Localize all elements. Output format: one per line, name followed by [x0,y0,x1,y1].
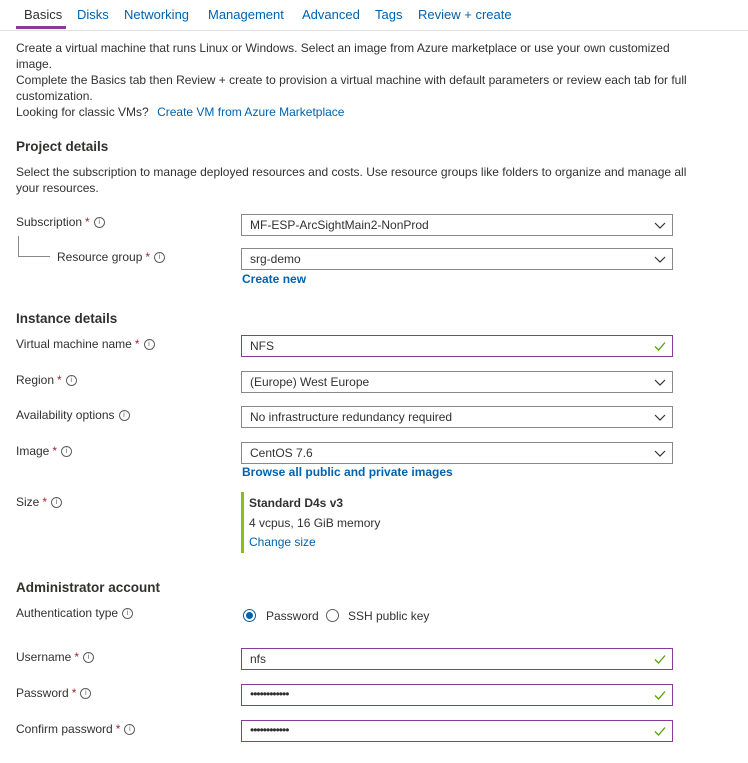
ssh-public-key-radio[interactable] [326,609,339,622]
required-marker: * [74,650,80,664]
project-details-heading: Project details [16,139,109,154]
size-specs: 4 vcpus, 16 GiB memory [249,516,381,530]
tab-review-create[interactable]: Review + create [418,7,512,22]
chevron-down-icon [654,411,666,423]
info-icon[interactable]: i [122,608,133,619]
size-label: Size * i [16,495,62,509]
checkmark-icon [654,653,666,665]
image-dropdown[interactable] [241,442,673,464]
tab-networking[interactable]: Networking [124,7,190,22]
password-radio[interactable] [243,609,256,622]
classic-vm-line [16,104,736,120]
chevron-down-icon [654,447,666,459]
password-radio-label[interactable]: Password [266,609,319,623]
info-icon[interactable]: i [154,252,165,263]
confirm-password-input[interactable] [241,720,673,742]
info-icon[interactable]: i [94,217,105,228]
tab-disks[interactable]: Disks [77,7,109,22]
chevron-down-icon [654,376,666,388]
info-icon[interactable]: i [119,410,130,421]
instance-details-heading: Instance details [16,311,118,326]
size-name: Standard D4s v3 [249,496,344,510]
change-size-link[interactable]: Change size [249,535,316,549]
username-value: nfs [250,652,267,666]
intro-line-2b: customization. [16,89,93,103]
tab-advanced[interactable]: Advanced [302,7,360,22]
checkmark-icon [654,340,666,352]
ssh-public-key-radio-label[interactable]: SSH public key [348,609,430,623]
required-marker: * [115,722,121,736]
intro-line-2: Complete the Basics tab then Review + create to provision a virtual machine with default parameters or review each tab for full [16,73,687,87]
intro-line-1: Create a virtual machine that runs Linux or Windows. Select an image from Azure marketplace or use your own customized [16,41,670,55]
vm-name-input[interactable] [241,335,673,357]
image-label: Image * i [16,444,72,458]
username-input[interactable] [241,648,673,670]
region-value: (Europe) West Europe [250,375,370,389]
availability-options-label: Availability options i [16,408,130,422]
size-accent-bar [241,492,244,553]
region-dropdown[interactable] [241,371,673,393]
required-marker: * [42,495,48,509]
authentication-type-radio-group [241,608,501,624]
subscription-value: MF-ESP-ArcSightMain2-NonProd [250,218,429,232]
project-details-description [16,164,736,196]
info-icon[interactable]: i [61,446,72,457]
active-tab-indicator [16,26,66,29]
confirm-password-label: Confirm password * i [16,722,135,736]
intro-text [16,40,736,120]
required-marker: * [52,444,58,458]
vm-name-label: Virtual machine name * i [16,337,155,351]
required-marker: * [134,337,140,351]
tab-basics[interactable]: Basics [24,7,63,22]
subscription-label: Subscription * i [16,215,105,229]
confirm-password-mask: •••••••••••• [250,723,289,737]
create-vm-marketplace-link[interactable]: Create VM from Azure Marketplace [157,105,345,119]
password-input[interactable] [241,684,673,706]
required-marker: * [85,215,90,229]
info-icon[interactable]: i [124,724,135,735]
create-new-resource-group-link[interactable]: Create new [242,272,307,286]
required-marker: * [57,373,62,387]
required-marker: * [71,686,77,700]
resource-group-dropdown[interactable] [241,248,673,270]
classic-vm-prefix: Looking for classic VMs? [16,105,149,119]
project-desc-line-2: your resources. [16,181,99,195]
password-label: Password * i [16,686,91,700]
tree-connector [18,236,52,258]
tab-bar [0,0,748,31]
intro-line-1b: image. [16,57,53,71]
administrator-account-heading: Administrator account [16,580,161,595]
vm-name-value: NFS [250,339,274,353]
project-desc-line-1: Select the subscription to manage deployed resources and costs. Use resource groups like folders to organize and manage all [16,165,687,179]
region-label: Region * i [16,373,77,387]
subscription-dropdown[interactable] [241,214,673,236]
browse-images-link[interactable]: Browse all public and private images [242,465,453,479]
availability-options-value: No infrastructure redundancy required [250,410,453,424]
info-icon[interactable]: i [66,375,77,386]
authentication-type-label: Authentication type i [16,606,133,620]
checkmark-icon [654,725,666,737]
password-mask: •••••••••••• [250,687,289,701]
info-icon[interactable]: i [80,688,91,699]
info-icon[interactable]: i [144,339,155,350]
chevron-down-icon [654,253,666,265]
availability-options-dropdown[interactable] [241,406,673,428]
tab-management[interactable]: Management [208,7,284,22]
chevron-down-icon [654,219,666,231]
tab-tags[interactable]: Tags [375,7,403,22]
checkmark-icon [654,689,666,701]
image-value: CentOS 7.6 [250,446,313,460]
info-icon[interactable]: i [51,497,62,508]
username-label: Username * i [16,650,94,664]
required-marker: * [145,250,151,264]
info-icon[interactable]: i [83,652,94,663]
resource-group-value: srg-demo [250,252,301,266]
resource-group-label: Resource group * i [57,250,165,264]
